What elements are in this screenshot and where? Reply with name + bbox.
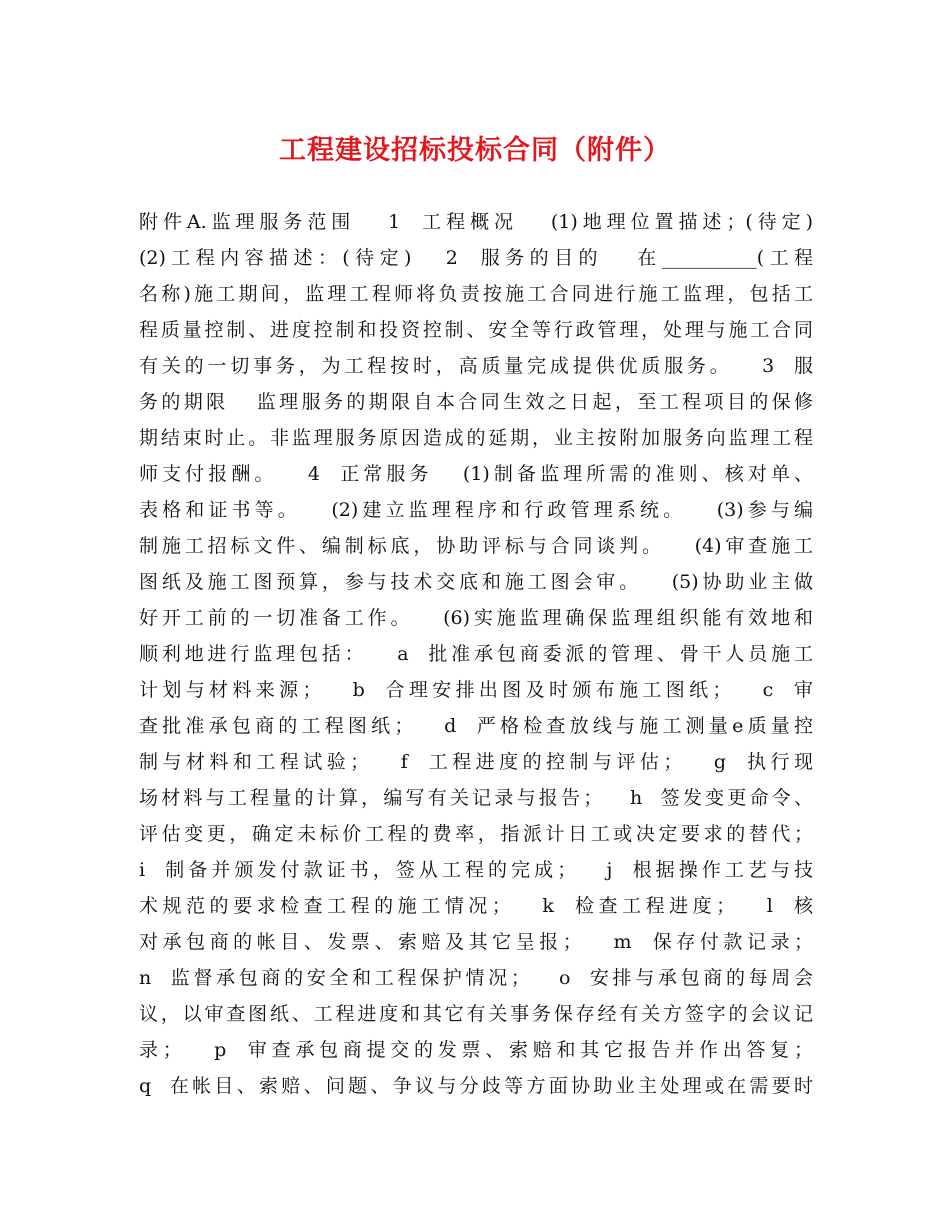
body-line: 计划与材料来源； b 合理安排出图及时颁布施工图纸； c 审 <box>139 679 813 701</box>
document-body <box>139 204 813 1104</box>
body-line: 制与材料和工程试验； f 工程进度的控制与评估； g 执行现 <box>139 751 813 773</box>
body-line: 期结束时止。非监理服务原因造成的延期，业主按附加服务向监理工程 <box>139 427 813 449</box>
body-line: 查批准承包商的工程图纸； d 严格检查放线与施工测量e质量控 <box>139 715 813 737</box>
body-line: 有关的一切事务，为工程按时，高质量完成提供优质服务。 3 服 <box>139 355 813 377</box>
body-line: 场材料与工程量的计算，编写有关记录与报告； h 签发变更命令、 <box>139 787 813 809</box>
body-line: 对承包商的帐目、发票、索赔及其它呈报； m 保存付款记录； <box>139 931 813 953</box>
body-line: n 监督承包商的安全和工程保护情况； o 安排与承包商的每周会 <box>139 967 813 989</box>
body-line: 表格和证书等。 (2)建立监理程序和行政管理系统。 (3)参与编 <box>139 499 813 521</box>
body-line: 程质量控制、进度控制和投资控制、安全等行政管理，处理与施工合同 <box>139 319 813 341</box>
document-title: 工程建设招标投标合同（附件） <box>279 135 671 166</box>
body-line: 名称)施工期间，监理工程师将负责按施工合同进行施工监理，包括工 <box>139 283 813 305</box>
body-line: 议，以审查图纸、工程进度和其它有关事务保存经有关方签字的会议记 <box>139 1003 813 1025</box>
body-line: 务的期限 监理服务的期限自本合同生效之日起，至工程项目的保修 <box>139 391 813 413</box>
body-line: 录； p 审查承包商提交的发票、索赔和其它报告并作出答复； <box>139 1039 813 1061</box>
body-line: q 在帐目、索赔、问题、争议与分歧等方面协助业主处理或在需要时 <box>139 1075 813 1097</box>
body-line: 术规范的要求检查工程的施工情况； k 检查工程进度； l 核 <box>139 895 813 917</box>
body-line: i 制备并颁发付款证书，签从工程的完成； j 根据操作工艺与技 <box>139 859 813 881</box>
body-line: 好开工前的一切准备工作。 (6)实施监理确保监理组织能有效地和 <box>139 607 813 629</box>
body-line: 评估变更，确定未标价工程的费率，指派计日工或决定要求的替代； <box>139 823 813 845</box>
body-line: 附件A.监理服务范围 1 工程概况 (1)地理位置描述；(待定) <box>139 211 813 233</box>
body-line: (2)工程内容描述：(待定) 2 服务的目的 在__________(工程 <box>139 247 813 269</box>
body-line: 师支付报酬。 4 正常服务 (1)制备监理所需的准则、核对单、 <box>139 463 813 485</box>
body-line: 制施工招标文件、编制标底，协助评标与合同谈判。 (4)审查施工 <box>139 535 813 557</box>
body-line: 顺利地进行监理包括： a 批准承包商委派的管理、骨干人员施工 <box>139 643 813 665</box>
body-line: 图纸及施工图预算，参与技术交底和施工图会审。 (5)协助业主做 <box>139 571 813 593</box>
